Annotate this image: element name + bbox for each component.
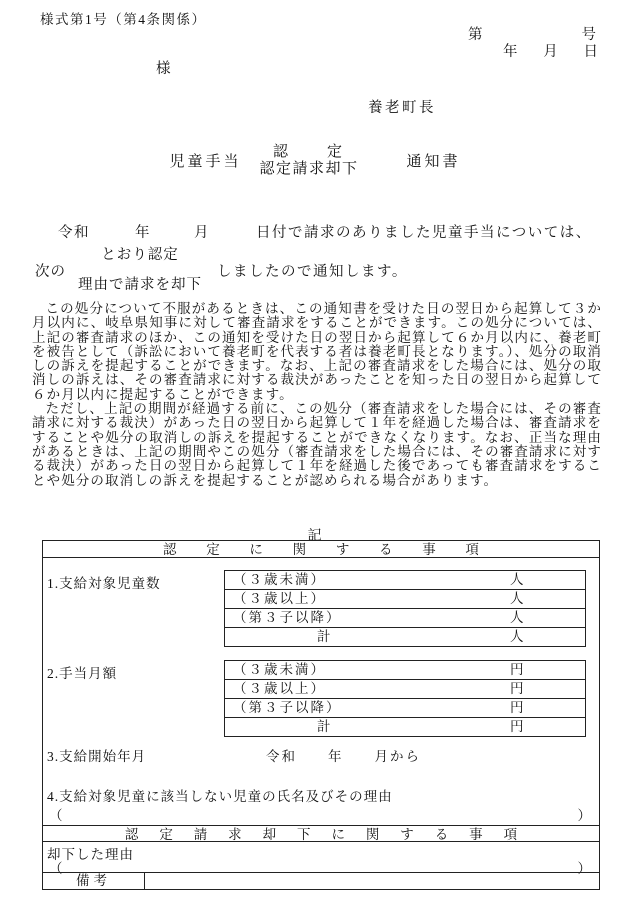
- item2-label: 2.手当月額: [47, 666, 118, 681]
- row-unit: 円: [510, 700, 524, 715]
- title-option-approval: 認 定: [272, 144, 345, 160]
- table-row: [225, 590, 585, 609]
- section-header-rejection: 認定請求却下に関する事項: [43, 825, 599, 842]
- legal-paragraph-1: この処分について不服があるときは、この通知書を受けた日の翌日から起算して３か月以内に、岐阜県知事に対して審査請求をすることができます。この処分については、上記の審査請求のほか、この通知を受けた日の翌日から起算して６か月以内に、養老町を被告として（訴訟において養老町を代表する者は養老町長となります。）、処分の取消しの訴えを提起することができます。なお、上記の審査請求をした場合には、処分の取消しの訴えは、その審査請求に対する裁決があったことを知った日の翌日から起算して６か月以内に提起することができます。: [32, 301, 602, 402]
- paren-open: （: [49, 808, 63, 823]
- intro-line-1-tail: 日付で請求のありました児童手当については、: [256, 225, 592, 241]
- remarks-label: 備考: [43, 873, 145, 889]
- row-label: （３歳未満）: [233, 572, 326, 587]
- row-unit: 円: [510, 719, 524, 734]
- item1-label: 1.支給対象児童数: [47, 576, 161, 591]
- row-unit: 人: [510, 629, 524, 644]
- row-label: （第３子以降）: [233, 610, 342, 625]
- row-label: 計: [317, 629, 332, 644]
- table-row-total: [225, 718, 585, 736]
- row-label: 計: [317, 719, 332, 734]
- title-left: 児童手当: [169, 154, 242, 170]
- rejection-reason-label: 却下した理由: [47, 847, 134, 862]
- intro-option-approval: とおり認定: [101, 247, 179, 263]
- row-label: （３歳以上）: [233, 681, 326, 696]
- row-unit: 円: [510, 681, 524, 696]
- title-alternative-stack: [259, 144, 358, 177]
- row-label: （３歳未満）: [233, 662, 326, 677]
- intro-line-1: [58, 221, 592, 242]
- section-header-approval: 認定に関する事項: [43, 541, 599, 558]
- month-label: 月: [194, 225, 210, 241]
- row-unit: 人: [510, 572, 524, 587]
- legal-notice: [32, 302, 602, 488]
- date-day-label: 日: [583, 44, 598, 60]
- item4-fill-line: [49, 804, 591, 824]
- row-unit: 円: [510, 662, 524, 677]
- intro-line-2: [35, 247, 408, 294]
- ki-heading: 記: [307, 529, 323, 544]
- table-row: [225, 571, 585, 590]
- year-label: 年: [135, 225, 151, 241]
- item1-count-box: [224, 570, 586, 647]
- issuer-name: 養老町長: [368, 100, 436, 116]
- title-right: 通知書: [406, 154, 461, 170]
- addressee-suffix: 様: [156, 61, 171, 77]
- item3-value: 令和 年 月から: [266, 749, 421, 764]
- intro-line-2-head: 次の: [35, 264, 66, 280]
- era-label: 令和: [58, 225, 90, 241]
- row-unit: 人: [510, 610, 524, 625]
- table-row-total: [225, 628, 585, 646]
- paren-close: ）: [577, 861, 591, 876]
- table-row: [225, 680, 585, 699]
- form-number: 様式第1号（第4条関係）: [40, 12, 207, 27]
- date-year-label: 年: [503, 44, 518, 60]
- paren-open: （: [49, 861, 63, 876]
- intro-line-2-tail: しましたので通知します。: [217, 264, 408, 280]
- details-table: [42, 540, 600, 890]
- item3-label: 3.支給開始年月: [47, 749, 147, 764]
- row-label: （第３子以降）: [233, 700, 342, 715]
- intro-alternative-stack: [78, 247, 202, 294]
- remarks-row: [43, 872, 599, 889]
- table-row: [225, 699, 585, 718]
- intro-option-rejection: 理由で請求を却下: [78, 277, 202, 293]
- table-row: [225, 661, 585, 680]
- table-row: [225, 609, 585, 628]
- row-label: （３歳以上）: [233, 591, 326, 606]
- row-unit: 人: [510, 591, 524, 606]
- paren-close: ）: [577, 808, 591, 823]
- doc-number-prefix: 第: [468, 27, 483, 43]
- date-month-label: 月: [543, 44, 558, 60]
- date-line: [503, 40, 598, 61]
- item2-amount-box: [224, 660, 586, 737]
- document-title: [0, 144, 630, 177]
- legal-paragraph-2: ただし、上記の期間が経過する前に、この処分（審査請求をした場合には、その審査請求に対する裁決）があった日の翌日から起算して１年を経過した場合は、審査請求をすることや処分の取消しの訴えを提起することができなくなります。なお、正当な理由があるときは、上記の期間やこの処分（審査請求をした場合には、その審査請求に対する裁決）があった日の翌日から起算して１年を経過した後であっても審査請求をすることや処分の取消しの訴えを提起することが認められる場合があります。: [32, 401, 602, 488]
- doc-number-suffix: 号: [581, 27, 596, 43]
- item4-label: 4.支給対象児童に該当しない児童の氏名及びその理由: [47, 789, 393, 804]
- title-option-rejection: 認定請求却下: [259, 161, 359, 177]
